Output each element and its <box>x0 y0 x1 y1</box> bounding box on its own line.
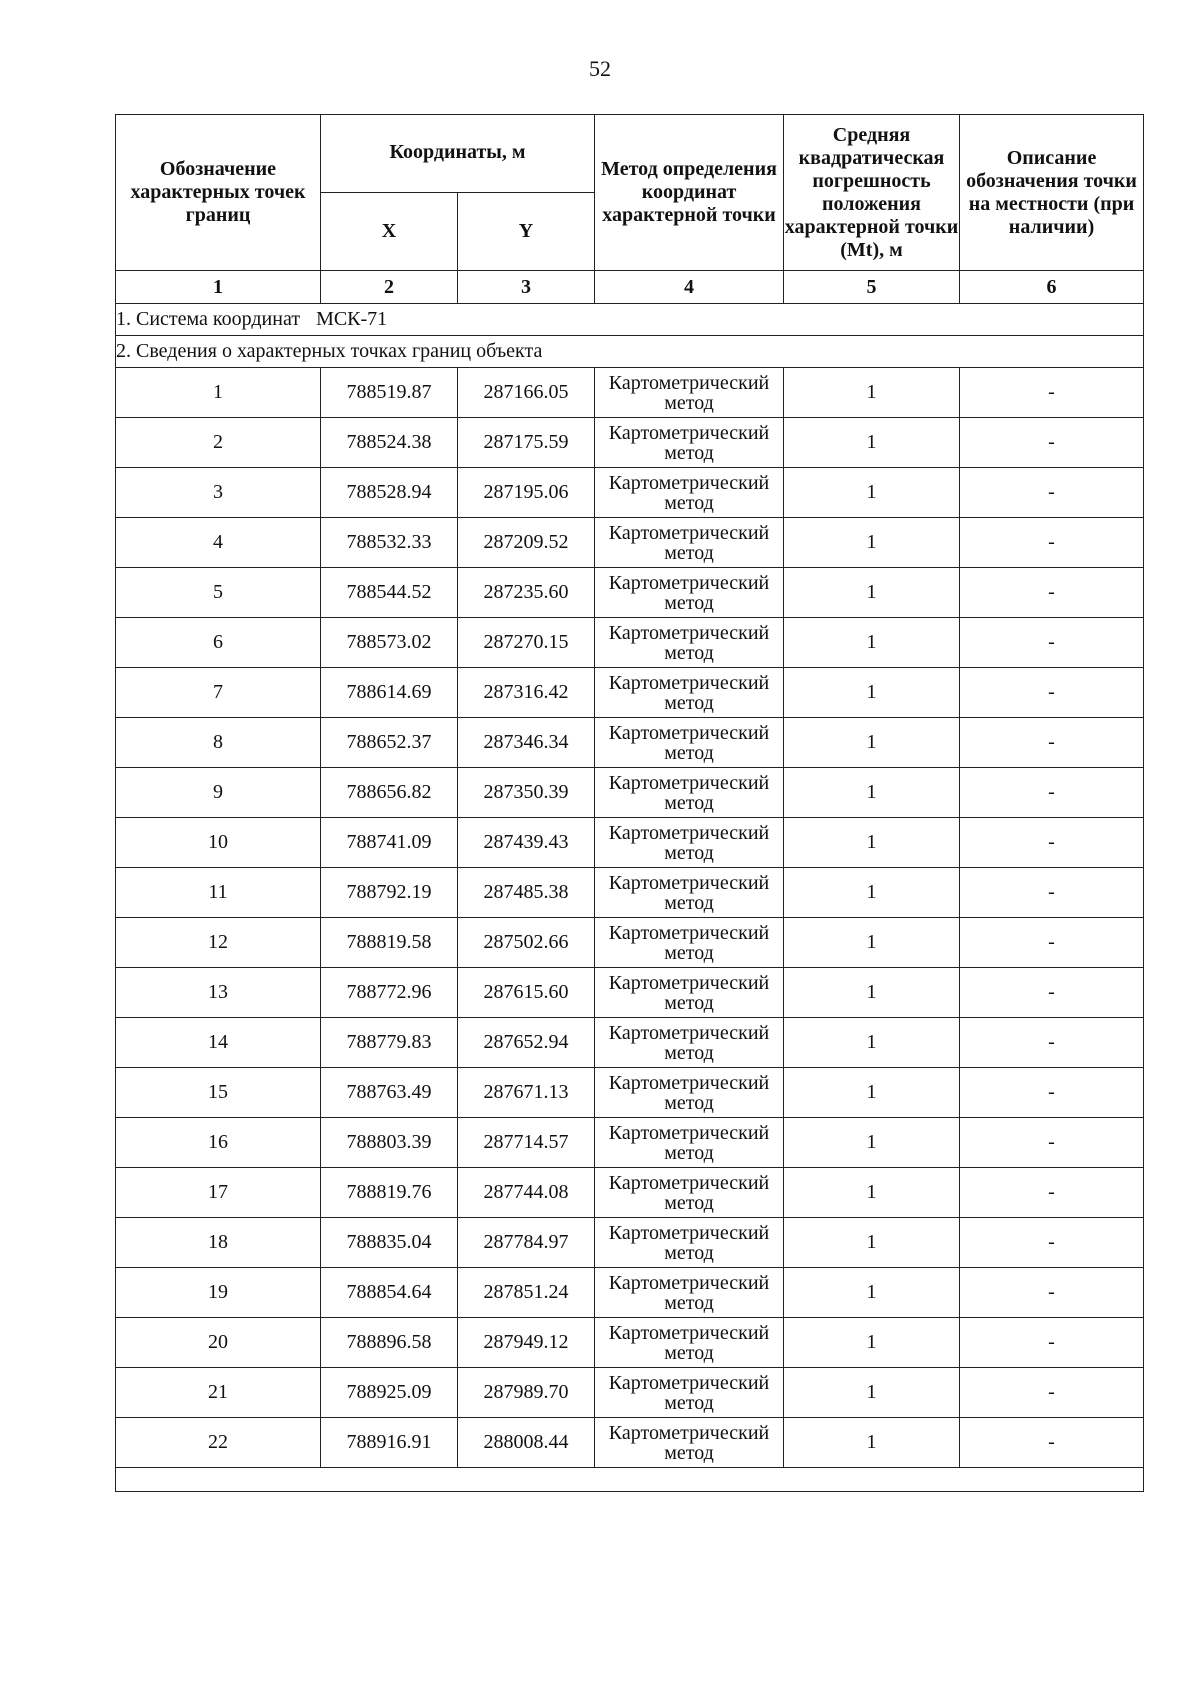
y-coordinate-cell: 287615.60 <box>458 968 595 1018</box>
method-line: Картометрический <box>608 671 770 694</box>
table-body <box>116 368 1144 1468</box>
point-number-cell: 5 <box>116 568 321 618</box>
error-cell: 1 <box>784 468 960 518</box>
error-cell: 1 <box>784 368 960 418</box>
error-cell: 1 <box>784 1218 960 1268</box>
method-line: Картометрический <box>608 1371 770 1394</box>
method-line: метод <box>664 1041 714 1064</box>
description-cell: - <box>960 918 1144 968</box>
method-line: Картометрический <box>608 971 770 994</box>
y-coordinate-cell: 287350.39 <box>458 768 595 818</box>
method-cell <box>595 1068 784 1118</box>
method-line: Картометрический <box>608 521 770 544</box>
method-line: Картометрический <box>608 771 770 794</box>
method-line: Картометрический <box>608 1421 770 1444</box>
description-cell: - <box>960 968 1144 1018</box>
y-coordinate-cell: 287175.59 <box>458 418 595 468</box>
column-number: 2 <box>321 271 458 304</box>
method-cell <box>595 1268 784 1318</box>
x-coordinate-cell: 788803.39 <box>321 1118 458 1168</box>
y-coordinate-cell: 287316.42 <box>458 668 595 718</box>
description-cell: - <box>960 1118 1144 1168</box>
x-coordinate-cell: 788656.82 <box>321 768 458 818</box>
point-number-cell: 3 <box>116 468 321 518</box>
method-cell <box>595 818 784 868</box>
method-line: метод <box>664 1291 714 1314</box>
table-row <box>116 1168 1144 1218</box>
point-number-cell: 15 <box>116 1068 321 1118</box>
method-cell <box>595 1218 784 1268</box>
method-line: метод <box>664 1341 714 1364</box>
point-number-cell: 7 <box>116 668 321 718</box>
y-coordinate-cell: 287235.60 <box>458 568 595 618</box>
column-number: 6 <box>960 271 1144 304</box>
column-number-row <box>116 271 1144 304</box>
method-line: метод <box>664 491 714 514</box>
error-cell: 1 <box>784 968 960 1018</box>
point-number-cell: 21 <box>116 1368 321 1418</box>
description-cell: - <box>960 618 1144 668</box>
method-cell <box>595 1168 784 1218</box>
method-cell <box>595 568 784 618</box>
method-cell <box>595 1368 784 1418</box>
x-coordinate-cell: 788763.49 <box>321 1068 458 1118</box>
method-line: Картометрический <box>608 571 770 594</box>
method-line: Картометрический <box>608 471 770 494</box>
method-line: Картометрический <box>608 1271 770 1294</box>
error-cell: 1 <box>784 718 960 768</box>
error-cell: 1 <box>784 418 960 468</box>
method-line: метод <box>664 1141 714 1164</box>
error-cell: 1 <box>784 1368 960 1418</box>
method-line: метод <box>664 641 714 664</box>
method-cell <box>595 418 784 468</box>
x-coordinate-cell: 788528.94 <box>321 468 458 518</box>
header-error: Средняя квадратическая погрешность положения характерной точки (Mt), м <box>784 115 960 271</box>
x-coordinate-cell: 788532.33 <box>321 518 458 568</box>
section-title-row <box>116 336 1144 368</box>
error-cell: 1 <box>784 868 960 918</box>
table-row <box>116 1118 1144 1168</box>
description-cell: - <box>960 468 1144 518</box>
error-cell: 1 <box>784 1318 960 1368</box>
method-line: метод <box>664 941 714 964</box>
method-line: метод <box>664 1191 714 1214</box>
table-footer-row <box>116 1468 1144 1492</box>
point-number-cell: 8 <box>116 718 321 768</box>
header-designation: Обозначение характерных точек границ <box>116 115 321 271</box>
method-line: метод <box>664 741 714 764</box>
column-number: 3 <box>458 271 595 304</box>
method-cell <box>595 368 784 418</box>
header-method: Метод определения координат характерной точки <box>595 115 784 271</box>
point-number-cell: 11 <box>116 868 321 918</box>
y-coordinate-cell: 287714.57 <box>458 1118 595 1168</box>
method-line: Картометрический <box>608 1121 770 1144</box>
method-line: метод <box>664 691 714 714</box>
y-coordinate-cell: 287851.24 <box>458 1268 595 1318</box>
description-cell: - <box>960 568 1144 618</box>
y-coordinate-cell: 287270.15 <box>458 618 595 668</box>
x-coordinate-cell: 788544.52 <box>321 568 458 618</box>
method-line: Картометрический <box>608 1321 770 1344</box>
method-cell <box>595 518 784 568</box>
x-coordinate-cell: 788519.87 <box>321 368 458 418</box>
error-cell: 1 <box>784 568 960 618</box>
method-line: метод <box>664 541 714 564</box>
method-cell <box>595 1118 784 1168</box>
method-line: Картометрический <box>608 621 770 644</box>
x-coordinate-cell: 788925.09 <box>321 1368 458 1418</box>
method-line: метод <box>664 891 714 914</box>
header-x: X <box>321 193 458 271</box>
description-cell: - <box>960 768 1144 818</box>
method-line: Картометрический <box>608 821 770 844</box>
point-number-cell: 14 <box>116 1018 321 1068</box>
table-row <box>116 1418 1144 1468</box>
table-row <box>116 818 1144 868</box>
table-row <box>116 368 1144 418</box>
method-line: Картометрический <box>608 871 770 894</box>
error-cell: 1 <box>784 768 960 818</box>
method-line: метод <box>664 391 714 414</box>
method-line: Картометрический <box>608 1071 770 1094</box>
method-cell <box>595 668 784 718</box>
description-cell: - <box>960 1268 1144 1318</box>
table-row <box>116 418 1144 468</box>
table-row <box>116 468 1144 518</box>
method-cell <box>595 718 784 768</box>
y-coordinate-cell: 287502.66 <box>458 918 595 968</box>
x-coordinate-cell: 788896.58 <box>321 1318 458 1368</box>
error-cell: 1 <box>784 618 960 668</box>
point-number-cell: 18 <box>116 1218 321 1268</box>
method-cell <box>595 1418 784 1468</box>
section-title: 2. Сведения о характерных точках границ объекта <box>116 336 1144 368</box>
description-cell: - <box>960 818 1144 868</box>
y-coordinate-cell: 287195.06 <box>458 468 595 518</box>
error-cell: 1 <box>784 918 960 968</box>
error-cell: 1 <box>784 1168 960 1218</box>
point-number-cell: 20 <box>116 1318 321 1368</box>
method-line: Картометрический <box>608 721 770 744</box>
description-cell: - <box>960 418 1144 468</box>
y-coordinate-cell: 287652.94 <box>458 1018 595 1068</box>
table-row <box>116 868 1144 918</box>
x-coordinate-cell: 788741.09 <box>321 818 458 868</box>
method-line: метод <box>664 591 714 614</box>
method-line: метод <box>664 1241 714 1264</box>
point-number-cell: 9 <box>116 768 321 818</box>
description-cell: - <box>960 368 1144 418</box>
x-coordinate-cell: 788854.64 <box>321 1268 458 1318</box>
column-number: 4 <box>595 271 784 304</box>
x-coordinate-cell: 788819.58 <box>321 918 458 968</box>
y-coordinate-cell: 287949.12 <box>458 1318 595 1368</box>
table-row <box>116 918 1144 968</box>
coordinate-system-value: МСК-71 <box>316 308 388 330</box>
header-description: Описание обозначения точки на местности (при наличии) <box>960 115 1144 271</box>
error-cell: 1 <box>784 1268 960 1318</box>
point-number-cell: 22 <box>116 1418 321 1468</box>
description-cell: - <box>960 1168 1144 1218</box>
method-cell <box>595 868 784 918</box>
method-line: метод <box>664 1441 714 1464</box>
table-row <box>116 1318 1144 1368</box>
method-cell <box>595 618 784 668</box>
table-row <box>116 1368 1144 1418</box>
method-cell <box>595 768 784 818</box>
x-coordinate-cell: 788916.91 <box>321 1418 458 1468</box>
x-coordinate-cell: 788652.37 <box>321 718 458 768</box>
point-number-cell: 19 <box>116 1268 321 1318</box>
point-number-cell: 16 <box>116 1118 321 1168</box>
method-line: Картометрический <box>608 371 770 394</box>
y-coordinate-cell: 287346.34 <box>458 718 595 768</box>
description-cell: - <box>960 868 1144 918</box>
point-number-cell: 13 <box>116 968 321 1018</box>
method-line: Картометрический <box>608 921 770 944</box>
method-cell <box>595 1318 784 1368</box>
table-row <box>116 968 1144 1018</box>
x-coordinate-cell: 788524.38 <box>321 418 458 468</box>
y-coordinate-cell: 287166.05 <box>458 368 595 418</box>
x-coordinate-cell: 788614.69 <box>321 668 458 718</box>
error-cell: 1 <box>784 668 960 718</box>
coordinate-system-row <box>116 304 1144 336</box>
x-coordinate-cell: 788835.04 <box>321 1218 458 1268</box>
header-row <box>116 115 1144 193</box>
table-row <box>116 668 1144 718</box>
point-number-cell: 6 <box>116 618 321 668</box>
y-coordinate-cell: 287671.13 <box>458 1068 595 1118</box>
table-row <box>116 618 1144 668</box>
description-cell: - <box>960 1218 1144 1268</box>
description-cell: - <box>960 518 1144 568</box>
table-row <box>116 1218 1144 1268</box>
column-number: 1 <box>116 271 321 304</box>
table-row <box>116 1068 1144 1118</box>
table-row <box>116 1018 1144 1068</box>
point-number-cell: 2 <box>116 418 321 468</box>
point-number-cell: 10 <box>116 818 321 868</box>
error-cell: 1 <box>784 1018 960 1068</box>
method-line: метод <box>664 1091 714 1114</box>
method-line: метод <box>664 441 714 464</box>
description-cell: - <box>960 1018 1144 1068</box>
y-coordinate-cell: 287209.52 <box>458 518 595 568</box>
method-line: метод <box>664 791 714 814</box>
x-coordinate-cell: 788792.19 <box>321 868 458 918</box>
method-cell <box>595 1018 784 1068</box>
point-number-cell: 4 <box>116 518 321 568</box>
error-cell: 1 <box>784 1068 960 1118</box>
y-coordinate-cell: 287989.70 <box>458 1368 595 1418</box>
x-coordinate-cell: 788573.02 <box>321 618 458 668</box>
description-cell: - <box>960 668 1144 718</box>
x-coordinate-cell: 788819.76 <box>321 1168 458 1218</box>
method-line: Картометрический <box>608 421 770 444</box>
y-coordinate-cell: 287485.38 <box>458 868 595 918</box>
x-coordinate-cell: 788772.96 <box>321 968 458 1018</box>
table-row <box>116 1268 1144 1318</box>
description-cell: - <box>960 1418 1144 1468</box>
header-coordinates: Координаты, м <box>321 115 595 193</box>
description-cell: - <box>960 718 1144 768</box>
method-cell <box>595 918 784 968</box>
page-number: 52 <box>589 56 611 81</box>
coordinate-system-label: 1. Система координат <box>116 308 301 330</box>
description-cell: - <box>960 1068 1144 1118</box>
boundary-points-table <box>115 114 1144 1492</box>
method-line: Картометрический <box>608 1171 770 1194</box>
x-coordinate-cell: 788779.83 <box>321 1018 458 1068</box>
y-coordinate-cell: 287439.43 <box>458 818 595 868</box>
error-cell: 1 <box>784 1418 960 1468</box>
method-line: метод <box>664 991 714 1014</box>
column-number: 5 <box>784 271 960 304</box>
method-line: Картометрический <box>608 1021 770 1044</box>
table-row <box>116 768 1144 818</box>
table-row <box>116 718 1144 768</box>
description-cell: - <box>960 1318 1144 1368</box>
method-line: метод <box>664 1391 714 1414</box>
point-number-cell: 12 <box>116 918 321 968</box>
error-cell: 1 <box>784 1118 960 1168</box>
table-row <box>116 568 1144 618</box>
header-y: Y <box>458 193 595 271</box>
description-cell: - <box>960 1368 1144 1418</box>
point-number-cell: 1 <box>116 368 321 418</box>
method-cell <box>595 468 784 518</box>
method-line: метод <box>664 841 714 864</box>
y-coordinate-cell: 287784.97 <box>458 1218 595 1268</box>
y-coordinate-cell: 287744.08 <box>458 1168 595 1218</box>
method-cell <box>595 968 784 1018</box>
error-cell: 1 <box>784 818 960 868</box>
point-number-cell: 17 <box>116 1168 321 1218</box>
method-line: Картометрический <box>608 1221 770 1244</box>
error-cell: 1 <box>784 518 960 568</box>
y-coordinate-cell: 288008.44 <box>458 1418 595 1468</box>
table-row <box>116 518 1144 568</box>
